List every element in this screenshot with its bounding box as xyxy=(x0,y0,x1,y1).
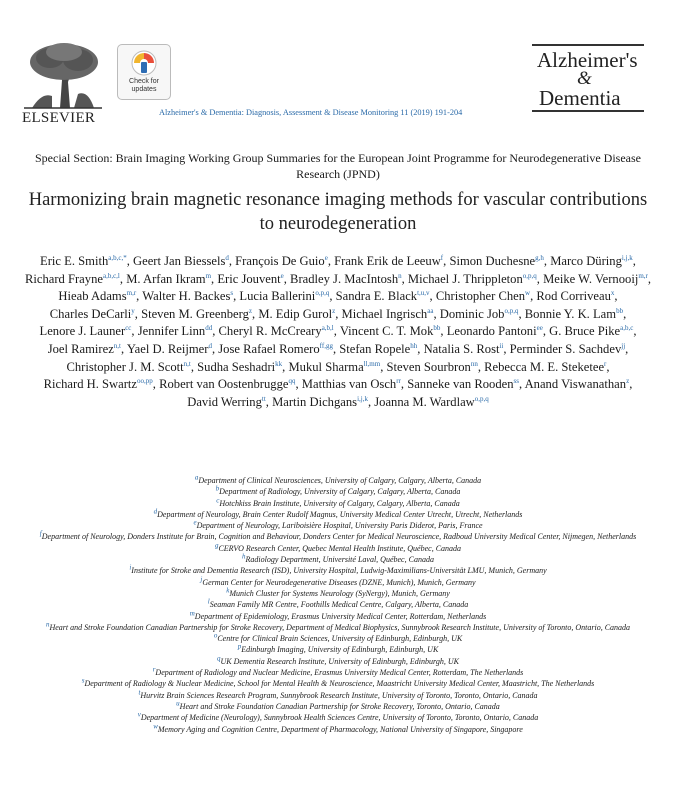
affiliation-item: $^s$Department of Radiology & Nuclear Medicine, School for Mental Health & Neuroscience, Maastricht University Medical Center, Maastricht, The Netherlands xyxy=(81,676,595,689)
affiliation-item: $^u$Heart and Stroke Foundation Canadian Partnership for Stroke Recovery, Toronto, Ontario, Canada xyxy=(176,699,500,711)
author-name[interactable]: Richard Frayne$^{a,b,c,l}$ xyxy=(24,271,120,286)
author-affiliation-marks[interactable]: z xyxy=(248,306,253,315)
affiliation-item: $^l$Seaman Family MR Centre, Foothills Medical Centre, Calgary, Alberta, Canada xyxy=(207,597,469,610)
affiliation-item: $^a$Department of Clinical Neurosciences, University of Calgary, Calgary, Alberta, Canada xyxy=(194,473,482,485)
author-name[interactable]: Charles DeCarli$^y$ xyxy=(49,306,135,321)
author-name[interactable]: François De Guio$^e$ xyxy=(235,253,328,268)
author-affiliation-marks[interactable]: d xyxy=(225,253,229,262)
author-affiliation-marks[interactable]: o,p,q xyxy=(315,289,330,297)
author-name[interactable]: Christopher J. M. Scott$^{n,t}$ xyxy=(66,359,191,374)
author-name[interactable]: Cheryl R. McCreary$^{a,b,l}$ xyxy=(218,324,334,339)
author-affiliation-marks[interactable]: ee xyxy=(536,324,543,333)
author-affiliation-marks[interactable]: bb xyxy=(616,306,624,315)
author-affiliation-marks[interactable]: oo,pp xyxy=(137,376,153,385)
affiliation-item: $^i$Institute for Stroke and Dementia Research (ISD), University Hospital, Ludwig-Maximilians-Universität LMU, Munich, Germany xyxy=(129,563,547,576)
author-affiliation-marks[interactable]: ii xyxy=(499,341,504,350)
affiliation-item: $^g$CERVO Research Center, Quebec Mental Health Institute, Québec, Canada xyxy=(214,541,462,553)
author-affiliation-marks[interactable]: y xyxy=(131,306,135,315)
author-name[interactable]: Simon Duchesne$^{g,h}$ xyxy=(449,253,544,268)
author-name[interactable]: Jose Rafael Romero$^{ff,gg}$ xyxy=(218,341,333,356)
author-name[interactable]: Marco Düring$^{i,j,k}$ xyxy=(550,253,633,268)
author-affiliation-marks[interactable]: m xyxy=(205,271,212,280)
affiliation-item: $^q$UK Dementia Research Institute, University of Edinburgh, Edinburgh, UK xyxy=(217,654,459,666)
author-affiliation-marks[interactable]: o,p,q xyxy=(522,271,537,280)
author-affiliation-marks[interactable]: kk xyxy=(275,359,283,368)
author-name[interactable]: Steven Sourbron$^{nn}$ xyxy=(386,359,478,374)
elsevier-tree-logo xyxy=(22,40,104,110)
author-affiliation-marks[interactable]: dd xyxy=(205,324,213,333)
author-affiliation-marks[interactable]: rr xyxy=(396,376,401,385)
author-affiliation-marks[interactable]: x xyxy=(610,289,615,297)
author-name[interactable]: Sanneke van Rooden$^{ss}$ xyxy=(407,376,519,392)
affiliation-item: $^d$Department of Neurology, Brain Center Rudolf Magnus, University Medical Center Utrecht, Utrecht, Netherlands xyxy=(153,507,523,519)
author-name[interactable]: Eric Jouvent$^e$ xyxy=(217,271,284,286)
author-affiliation-marks[interactable]: bb xyxy=(433,324,441,333)
check-updates-label: Check for updates xyxy=(129,78,159,93)
affiliation-item: $^f$Department of Neurology, Donders Institute for Brain, Cognition and Behaviour, Donders Center for Medical Neuroscience, Radboud University Medical Center, Nijmegen, Netherlands xyxy=(39,529,637,542)
author-affiliation-marks[interactable]: ll,mm xyxy=(363,359,381,368)
author-name[interactable]: Yael D. Reijmer$^d$ xyxy=(126,341,212,356)
author-affiliation-marks[interactable]: a,b,l xyxy=(321,324,334,333)
affiliation-item: $^w$Memory Aging and Cognition Centre, Department of Pharmacology, National University of Singapore, Singapore xyxy=(153,721,523,734)
journal-brand-logo xyxy=(529,44,647,122)
author-affiliation-marks[interactable]: ss xyxy=(513,376,519,385)
author-affiliation-marks[interactable]: e xyxy=(280,271,284,280)
author-affiliation-marks[interactable]: i,j,k xyxy=(357,394,368,403)
journal-citation-link[interactable]: Alzheimer's & Dementia: Diagnosis, Assessment & Disease Monitoring 11 (2019) 191-204 xyxy=(159,108,463,117)
author-name[interactable]: Anand Viswanathan$^z$ xyxy=(524,376,630,392)
author-affiliation-marks[interactable]: f xyxy=(440,253,444,262)
author-name[interactable]: Christopher Chen$^w$ xyxy=(435,289,531,304)
author-name[interactable]: Rebecca M. E. Steketee$^r$ xyxy=(484,359,607,374)
author-name[interactable]: Bradley J. MacIntosh$^n$ xyxy=(290,271,402,286)
author-affiliation-marks[interactable]: z xyxy=(332,306,336,315)
author-affiliation-marks[interactable]: i,j,k xyxy=(621,253,633,262)
author-name[interactable]: Mukul Sharma$^{ll,mm}$ xyxy=(288,359,381,374)
author-list: Eric E. Smith$^{a,b,c,*}$, Geert Jan Biessels$^d$, François De Guio$^e$, Frank Erik de Leeuw$^f$, Simon Duchesne$^{g,h}$, Marco Düring$^{i,j,k}$, Richard Frayne$^{a,b,c,l}$, M. Arfan Ikram$^m$, Eric Jouvent$^e$, Bradley J. MacIntosh$^n$, Michael J. Thrippleton$^{o,p,q}$, Meike W. Vernooij$^{m,r}$, Hieab Adams$^{m,r}$, Walter H. Backes$^s$, Lucia Ballerini$^{o,p,q}$, Sandra E. Black$^{t,u,v}$, Christopher Chen$^w$, Rod Corriveau$^x$, Charles DeCarli$^y$, Steven M. Greenberg$^z$, M. Edip Gurol$^z$, Michael Ingrisch$^{aa}$, Dominic Job$^{o,p,q}$, Bonnie Y. K. Lam$^{bb}$, Lenore J. Launer$^{cc}$, Jennifer Linn$^{dd}$, Cheryl R. McCreary$^{a,b,l}$, Vincent C. T. Mok$^{bb}$, Leonardo Pantoni$^{ee}$, G. Bruce Pike$^{a,b,c}$, Joel Ramirez$^{n,t}$, Yael D. Reijmer$^d$, Jose Rafael Romero$^{ff,gg}$, Stefan Ropele$^{hh}$, Natalia S. Rost$^{ii}$, Perminder S. Sachdev$^{jj}$, Christopher J. M. Scott$^{n,t}$, Sudha Seshadri$^{kk}$, Mukul Sharma$^{ll,mm}$, Steven Sourbron$^{nn}$, Rebecca M. E. Steketee$^r$, Richard H. Swartz$^{oo,pp}$, Robert van Oostenbrugge$^{qq}$, Matthias van Osch$^{rr}$, Sanneke van Rooden$^{ss}$, Anand Viswanathan$^z$, David Werring$^{tt}$, Martin Dichgans$^{i,j,k}$, Joanna M. Wardlaw$^{o,p,q}$ xyxy=(24,253,652,409)
affiliation-item: $^k$Munich Cluster for Systems Neurology (SyNergy), Munich, Germany xyxy=(226,586,450,598)
check-for-updates-badge[interactable] xyxy=(117,44,171,100)
affiliation-item: $^m$Department of Epidemiology, Erasmus University Medical Center, Rotterdam, Netherlands xyxy=(189,608,487,621)
author-name[interactable]: Joel Ramirez$^{n,t}$ xyxy=(47,341,121,356)
author-affiliation-marks[interactable]: a,b,c xyxy=(620,324,634,333)
author-affiliation-marks[interactable]: nn xyxy=(470,359,478,368)
author-name[interactable]: G. Bruce Pike$^{a,b,c}$ xyxy=(549,324,634,339)
brand-word-2: Dementia xyxy=(539,86,621,110)
author-name[interactable]: Walter H. Backes$^s$ xyxy=(142,289,234,304)
affiliation-item: $^c$Hotchkiss Brain Institute, University of Calgary, Calgary, Alberta, Canada xyxy=(216,495,460,508)
author-affiliation-marks[interactable]: w xyxy=(525,289,531,297)
author-name[interactable]: Sandra E. Black$^{t,u,v}$ xyxy=(335,289,430,304)
author-name[interactable]: Jennifer Linn$^{dd}$ xyxy=(137,324,213,339)
author-name[interactable]: Vincent C. T. Mok$^{bb}$ xyxy=(339,324,441,339)
brand-rule-top xyxy=(532,44,644,46)
affiliation-item: $^p$Edinburgh Imaging, University of Edinburgh, Edinburgh, UK xyxy=(237,642,439,655)
author-name[interactable]: Dominic Job$^{o,p,q}$ xyxy=(439,306,519,321)
author-affiliation-marks[interactable]: z xyxy=(626,376,630,385)
affiliation-list xyxy=(22,475,654,735)
author-affiliation-marks[interactable]: n,t xyxy=(113,341,121,350)
author-name[interactable]: Hieab Adams$^{m,r}$ xyxy=(58,289,137,304)
author-name[interactable]: Joanna M. Wardlaw$^{o,p,q}$ xyxy=(374,394,489,409)
author-name[interactable]: Rod Corriveau$^x$ xyxy=(536,289,615,304)
author-affiliation-marks[interactable]: m,r xyxy=(638,271,648,280)
publisher-name: ELSEVIER xyxy=(22,110,96,126)
affiliation-item: $^e$Department of Neurology, Lariboisière Hospital, University Paris Diderot, Paris, France xyxy=(193,518,483,531)
author-name[interactable]: Leonardo Pantoni$^{ee}$ xyxy=(446,324,543,339)
author-affiliation-marks[interactable]: e xyxy=(324,253,328,262)
author-affiliation-marks[interactable]: jj xyxy=(621,341,626,350)
author-name[interactable]: Michael J. Thrippleton$^{o,p,q}$ xyxy=(407,271,537,286)
author-affiliation-marks[interactable]: s xyxy=(230,289,234,297)
author-affiliation-marks[interactable]: r xyxy=(604,359,607,368)
author-name[interactable]: Steven M. Greenberg$^z$ xyxy=(141,306,253,321)
author-name[interactable]: Lucia Ballerini$^{o,p,q}$ xyxy=(239,289,330,304)
author-name[interactable]: Sudha Seshadri$^{kk}$ xyxy=(197,359,283,374)
author-name[interactable]: Natalia S. Rost$^{ii}$ xyxy=(423,341,504,356)
affiliation-item: $^r$Department of Radiology and Nuclear Medicine, Erasmus University Medical Center, Rotterdam, The Netherlands xyxy=(152,665,524,678)
affiliation-item: $^b$Department of Radiology, University of Calgary, Calgary, Alberta, Canada xyxy=(215,484,461,497)
affiliation-item: $^n$Heart and Stroke Foundation Canadian Partnership for Stroke Recovery, Department of Medical Biophysics, Sunnybrook Research Institute, University of Toronto, Ontario, Canada xyxy=(45,620,631,632)
author-affiliation-marks[interactable]: tt xyxy=(261,394,266,403)
author-affiliation-marks[interactable]: g,h xyxy=(535,253,544,262)
article-title: Harmonizing brain magnetic resonance imaging methods for vascular contributions to neurodegeneration xyxy=(28,190,648,234)
author-affiliation-marks[interactable]: ff,gg xyxy=(319,341,333,350)
author-affiliation-marks[interactable]: t,u,v xyxy=(417,289,430,297)
author-name[interactable]: Geert Jan Biessels$^d$ xyxy=(133,253,229,268)
author-affiliation-marks[interactable]: d xyxy=(208,341,212,350)
affiliation-item: $^v$Department of Medicine (Neurology), Sunnybrook Health Sciences Centre, University of Toronto, Toronto, Ontario, Canada xyxy=(137,710,539,723)
author-name[interactable]: M. Edip Gurol$^z$ xyxy=(258,306,336,321)
author-name[interactable]: Eric E. Smith$^{a,b,c,*}$ xyxy=(40,253,127,268)
author-name[interactable]: Bonnie Y. K. Lam$^{bb}$ xyxy=(524,306,624,321)
author-name[interactable]: Matthias van Osch$^{rr}$ xyxy=(301,376,401,392)
author-name[interactable]: Richard H. Swartz$^{oo,pp}$ xyxy=(43,376,153,392)
author-name[interactable]: M. Arfan Ikram$^m$ xyxy=(126,271,212,286)
author-affiliation-marks[interactable]: m,r xyxy=(126,289,137,297)
check-updates-icon xyxy=(130,50,158,76)
affiliation-item: $^h$Radiology Department, Université Laval, Québec, Canada xyxy=(242,552,434,565)
affiliation-item: $^t$Hurvitz Brain Sciences Research Program, Sunnybrook Research Institute, University of Toronto, Toronto, Ontario, Canada xyxy=(138,687,538,700)
author-name[interactable]: David Werring$^{tt}$ xyxy=(187,394,266,409)
affiliation-item: $^j$German Center for Neurodegenerative Diseases (DZNE, Munich), Munich, Germany xyxy=(200,575,476,587)
author-name[interactable]: Lenore J. Launer$^{cc}$ xyxy=(39,324,132,339)
author-affiliation-marks[interactable]: o,p,q xyxy=(474,394,489,403)
author-affiliation-marks[interactable]: n xyxy=(398,271,402,280)
author-name[interactable]: Robert van Oostenbrugge$^{qq}$ xyxy=(159,376,296,392)
article-header xyxy=(0,0,676,135)
author-name[interactable]: Stefan Ropele$^{hh}$ xyxy=(339,341,418,356)
author-name[interactable]: Martin Dichgans$^{i,j,k}$ xyxy=(272,394,368,409)
author-affiliation-marks[interactable]: a,b,c,l xyxy=(102,271,120,280)
affiliation-item: $^o$Centre for Clinical Brain Sciences, University of Edinburgh, Edinburgh, UK xyxy=(213,631,463,644)
brand-rule-bottom xyxy=(532,110,644,112)
author-affiliation-marks[interactable]: cc xyxy=(125,324,132,333)
brand-ampersand: & xyxy=(577,68,592,89)
author-affiliation-marks[interactable]: n,t xyxy=(183,359,191,368)
author-affiliation-marks[interactable]: qq xyxy=(288,376,296,385)
section-label: Special Section: Brain Imaging Working Group Summaries for the European Joint Programme for Neurodegenerative Disease Research (JPND) xyxy=(35,151,641,181)
author-affiliation-marks[interactable]: a,b,c,* xyxy=(108,253,127,262)
author-affiliation-marks[interactable]: o,p,q xyxy=(504,306,519,315)
author-name[interactable]: Frank Erik de Leeuw$^f$ xyxy=(334,253,444,268)
author-name[interactable]: Meike W. Vernooij$^{m,r}$ xyxy=(543,271,648,286)
brand-word-1: Alzheimer's xyxy=(537,48,638,72)
author-name[interactable]: Michael Ingrisch$^{aa}$ xyxy=(341,306,434,321)
author-name[interactable]: Perminder S. Sachdev$^{jj}$ xyxy=(509,341,626,356)
author-affiliation-marks[interactable]: aa xyxy=(427,306,434,315)
author-affiliation-marks[interactable]: hh xyxy=(410,341,418,350)
